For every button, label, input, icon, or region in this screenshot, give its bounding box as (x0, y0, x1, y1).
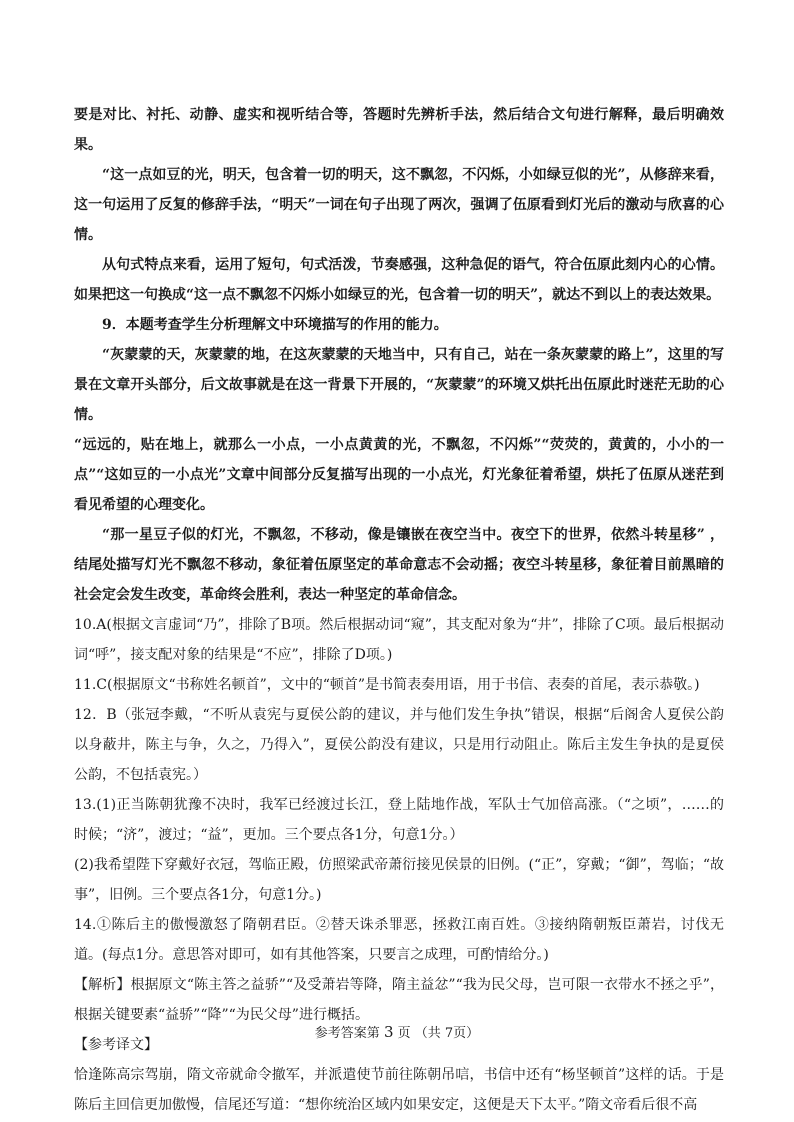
footer-suffix: 页 （共 7页） (397, 1026, 480, 1041)
paragraph-light-description: “远远的，贴在地上，就那么一小点，一小点黄黄的光，不飘忽，不闪烁”“荧荧的，黄黄的，小小的一点”“这如豆的一小点光”文章中间部分反复描写出现的一小点光，灯光象征着希望，烘托了伍原从迷茫到看见希望的心理变化。 (74, 437, 724, 513)
page-footer (0, 1023, 794, 1043)
paragraph-method-summary: 要是对比、衬托、动静、虚实和视听结合等，答题时先辨析手法，然后结合文句进行解释，最后明确效果。 (74, 107, 724, 153)
answer-content (74, 100, 724, 1120)
paragraph-translation-heading: 【参考译文】 (74, 1037, 158, 1053)
paragraph-question-10: 10.A(根据文言虚词“乃”，排除了B项。然后根据动词“窥”，其支配对象为“井”，排除了C项。最后根据动词“呼”，接支配对象的结果是“不应”，排除了D项。) (74, 617, 724, 663)
paragraph-opening-scenery: “灰蒙蒙的天，灰蒙蒙的地，在这灰蒙蒙的天地当中，只有自己，站在一条灰蒙蒙的路上”，这里的写景在文章开头部分，后文故事就是在这一背景下开展的，“灰蒙蒙”的环境又烘托出伍原此时迷茫无助的心情。 (74, 347, 724, 423)
paragraph-question-12: 12．B（张冠李戴，“不听从袁宪与夏侯公韵的建议，并与他们发生争执”错误，根据“后阁舍人夏侯公韵以身蔽井，陈主与争，久之，乃得入”，夏侯公韵没有建议，只是用行动阻止。陈后主发生争执的是夏侯公韵，不包括袁宪。） (74, 707, 724, 783)
paragraph-translation-text: 恰逢陈高宗驾崩，隋文帝就命令撤军，并派遣使节前往陈朝吊唁，书信中还有“杨坚顿首”这样的话。于是陈后主回信更加傲慢，信尾还写道：“想你统治区域内如果安定，这便是天下太平。”隋文帝看后很不高 (74, 1067, 724, 1113)
paragraph-sentence-analysis: 从句式特点来看，运用了短句，句式活泼，节奏感强，这种急促的语气，符合伍原此刻内心的心情。如果把这一句换成“这一点不飘忽不闪烁小如绿豆的光，包含着一切的明天”，就达不到以上的表达效果。 (74, 257, 724, 303)
paragraph-question-14: 14.①陈后主的傲慢激怒了隋朝君臣。②替天诛杀罪恶，拯救江南百姓。③接纳隋朝叛臣萧岩，讨伐无道。(每点1分。意思答对即可，如有其他答案，只要言之成理，可酌情给分。) (74, 917, 724, 963)
footer-prefix: 参考答案第 (314, 1026, 380, 1041)
paragraph-analysis: 【解析】根据原文“陈主答之益骄”“及受萧岩等降，隋主益忿”“我为民父母，岂可限一衣带水不拯之乎”，根据关键要素“益骄”“降”“为民父母”进行概括。 (74, 977, 724, 1023)
paragraph-ending-description: “那一星豆子似的灯光，不飘忽，不移动，像是镶嵌在夜空当中。夜空下的世界，依然斗转星移” ，结尾处描写灯光不飘忽不移动，象征着伍原坚定的革命意志不会动摇；夜空斗转星移，象征着目前黑暗的社会定会发生改变，革命终会胜利，表达一种坚定的革命信念。 (74, 527, 724, 603)
paragraph-question-13-2: (2)我希望陛下穿戴好衣冠，驾临正殿，仿照梁武帝萧衍接见侯景的旧例。(“正”，穿戴；“御”，驾临；“故事”，旧例。三个要点各1分，句意1分。) (74, 857, 724, 903)
paragraph-question-11: 11.C(根据原文“书称姓名顿首”，文中的“顿首”是书简表奏用语，用于书信、表奏的首尾，表示恭敬。) (74, 677, 700, 693)
paragraph-rhetoric-analysis: “这一点如豆的光，明天，包含着一切的明天，这不飘忽，不闪烁，小如绿豆似的光”，从修辞来看，这一句运用了反复的修辞手法，“明天”一词在句子出现了两次，强调了伍原看到灯光后的激动与欣喜的心情。 (74, 167, 724, 243)
paragraph-question-9: 9．本题考查学生分析理解文中环境描写的作用的能力。 (102, 317, 448, 333)
footer-page-number: 3 (383, 1023, 394, 1041)
paragraph-question-13-1: 13.(1)正当陈朝犹豫不决时，我军已经渡过长江，登上陆地作战，军队士气加倍高涨。（“之顷”，……的时候；“济”，渡过；“益”，更加。三个要点各1分，句意1分。） (74, 797, 724, 843)
